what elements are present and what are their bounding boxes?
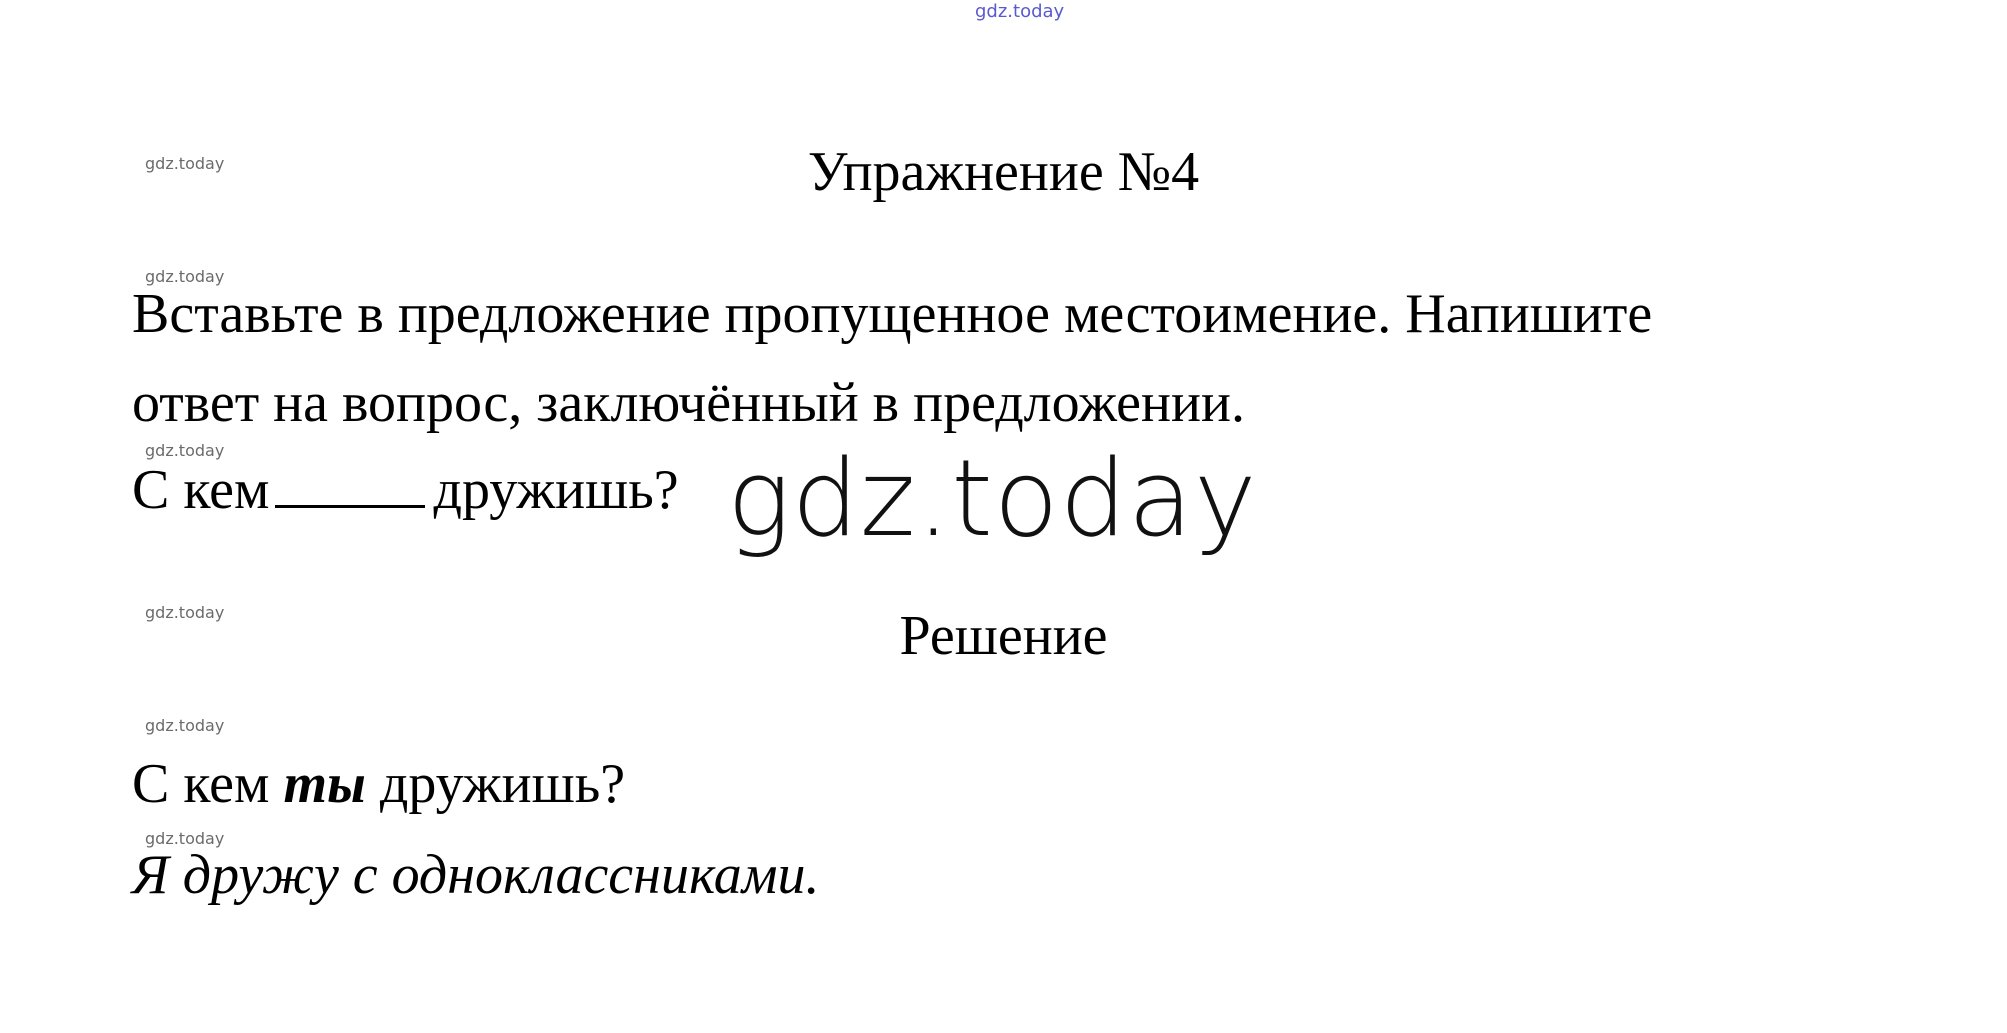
question-start: С кем [132,459,270,521]
answer-blank [275,465,425,508]
solution-heading: Решение [899,605,1108,667]
watermark-small: gdz.today [145,154,225,173]
watermark-large: gdz.today [727,437,1258,560]
question-line [132,459,679,521]
question-end: дружишь? [433,459,679,521]
watermark-small: gdz.today [145,441,225,460]
watermark-small: gdz.today [145,829,225,848]
answer-end: дружишь? [379,753,626,815]
answer-line [132,753,626,815]
watermark-small: gdz.today [145,267,225,286]
instruction-line-1: Вставьте в предложение пропущенное местоимение. Напишите [132,283,1653,345]
watermark-small: gdz.today [145,716,225,735]
exercise-title: Упражнение №4 [807,141,1200,203]
watermark-top: gdz.today [975,1,1065,22]
reply-line: Я дружу с одноклассниками. [132,844,820,906]
answer-start: С кем [132,753,270,815]
instruction-line-2: ответ на вопрос, заключённый в предложении. [132,372,1245,434]
watermark-small: gdz.today [145,603,225,622]
answer-pronoun: ты [283,753,366,815]
